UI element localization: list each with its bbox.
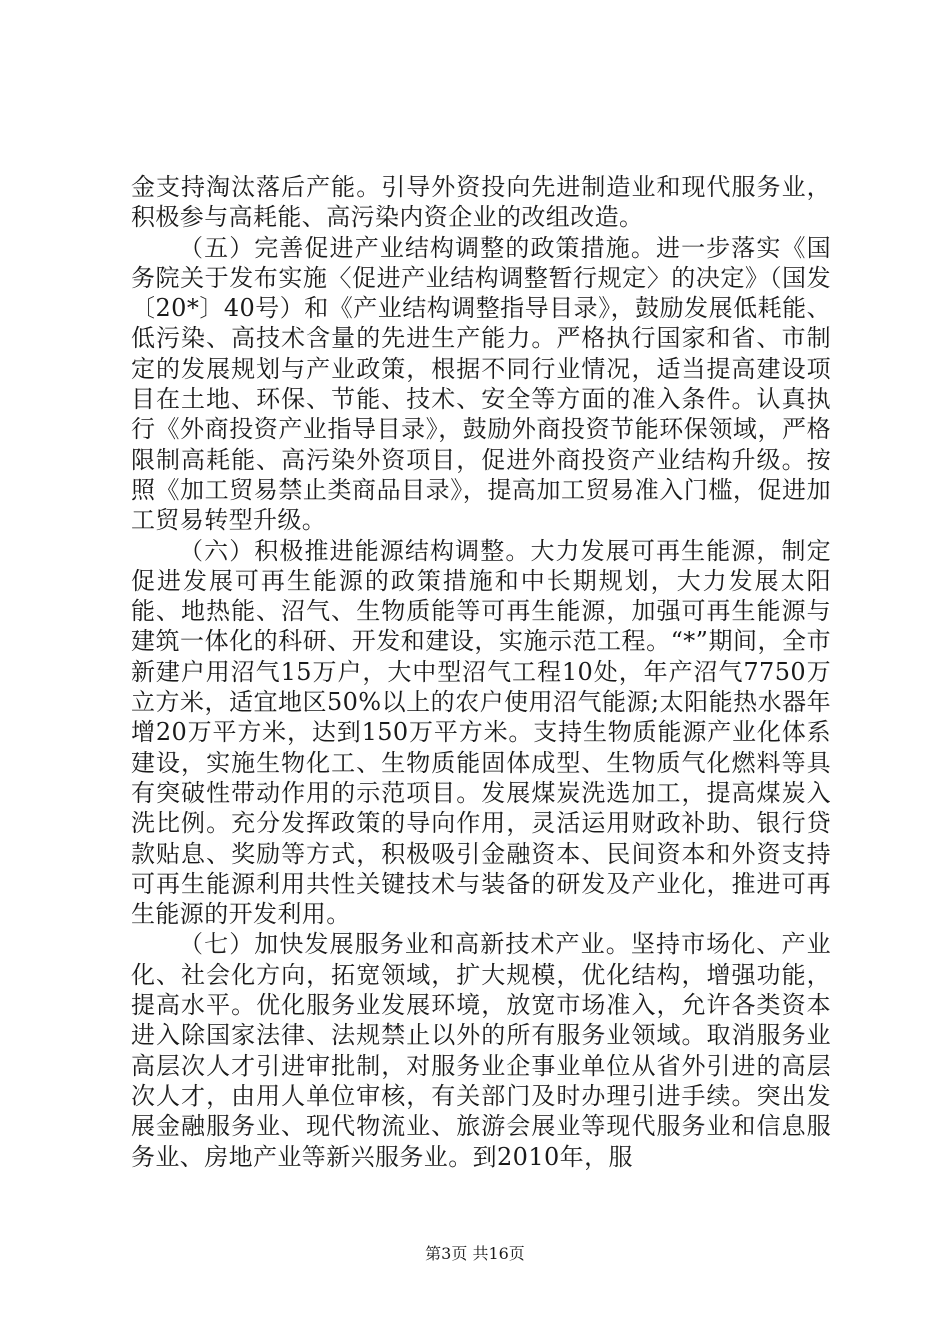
paragraph-section-5: （五）完善促进产业结构调整的政策措施。进一步落实《国务院关于发布实施〈促进产业结构调整暂行规定〉的决定》（国发〔20*〕40号）和《产业结构调整指导目录》，鼓励发展低耗能、低污染、高技术含量的先进生产能力。严格执行国家和省、市制定的发展规划与产业政策，根据不同行业情况，适当提高建设项目在土地、环保、节能、技术、安全等方面的准入条件。认真执行《外商投资产业指导目录》，鼓励外商投资节能环保领域，严格限制高耗能、高污染外资项目，促进外商投资产业结构升级。按照《加工贸易禁止类商品目录》，提高加工贸易准入门槛，促进加工贸易转型升级。	[131, 233, 831, 535]
paragraph-section-7: （七）加快发展服务业和高新技术产业。坚持市场化、产业化、社会化方向，拓宽领域，扩大规模，优化结构，增强功能，提高水平。优化服务业发展环境，放宽市场准入，允许各类资本进入除国家法律、法规禁止以外的所有服务业领域。取消服务业高层次人才引进审批制，对服务业企事业单位从省外引进的高层次人才，由用人单位审核，有关部门及时办理引进手续。突出发展金融服务业、现代物流业、旅游会展业等现代服务业和信息服务业、房地产业等新兴服务业。到2010年，服	[131, 930, 831, 1171]
document-body	[131, 172, 831, 1172]
page-number-footer: 第3页 共16页	[425, 1244, 525, 1263]
paragraph-section-6: （六）积极推进能源结构调整。大力发展可再生能源，制定促进发展可再生能源的政策措施和中长期规划，大力发展太阳能、地热能、沼气、生物质能等可再生能源，加强可再生能源与建筑一体化的科研、开发和建设，实施示范工程。“*”期间，全市新建户用沼气15万户，大中型沼气工程10处，年产沼气7750万立方米，适宜地区50%以上的农户使用沼气能源;太阳能热水器年增20万平方米，达到150万平方米。支持生物质能源产业化体系建设，实施生物化工、生物质能固体成型、生物质气化燃料等具有突破性带动作用的示范项目。发展煤炭洗选加工，提高煤炭入洗比例。充分发挥政策的导向作用，灵活运用财政补助、银行贷款贴息、奖励等方式，积极吸引金融资本、民间资本和外资支持可再生能源利用共性关键技术与装备的研发及产业化，推进可再生能源的开发利用。	[131, 536, 831, 929]
paragraph-continuation: 金支持淘汰落后产能。引导外资投向先进制造业和现代服务业，积极参与高耗能、高污染内资企业的改组改造。	[131, 173, 831, 232]
